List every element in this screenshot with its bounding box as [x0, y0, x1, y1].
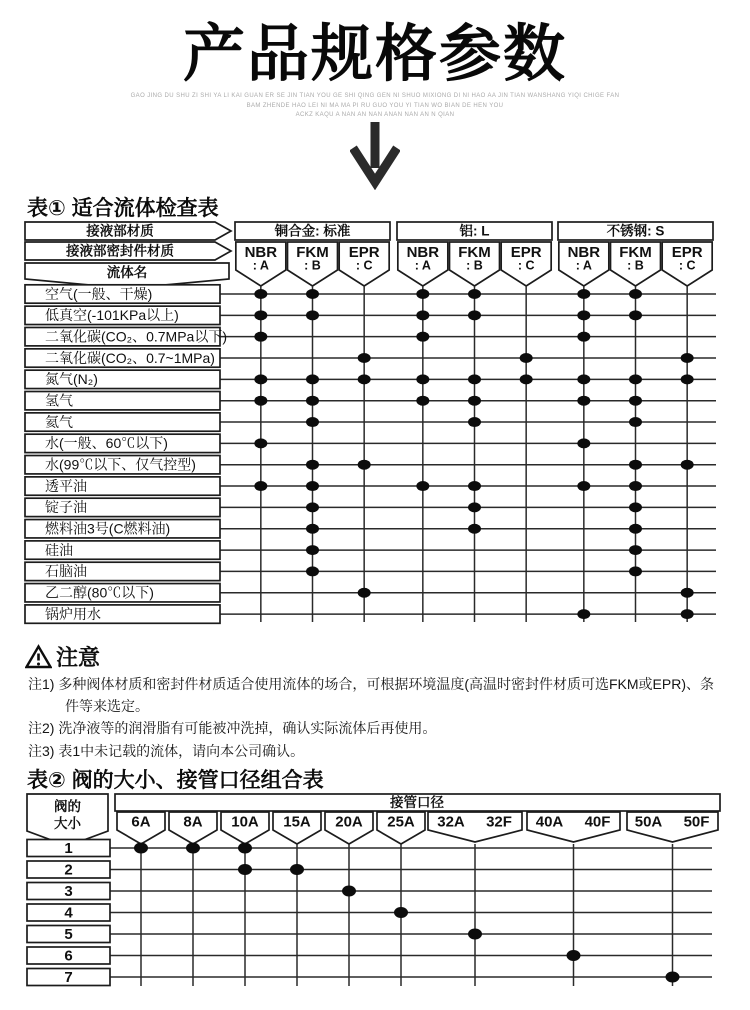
seal-name: FKM — [458, 244, 491, 261]
fluid-name: 硅油 — [45, 541, 73, 558]
valve-size-label: 4 — [64, 904, 73, 922]
fluid-name: 水(99℃以下、仅气控型) — [45, 456, 196, 473]
suitability-dot — [254, 289, 267, 299]
suitability-dot — [629, 310, 642, 320]
suitability-dot — [629, 524, 642, 534]
seal-name: NBR — [406, 244, 440, 261]
suitability-dot — [681, 374, 694, 384]
combination-dot — [468, 929, 482, 940]
suitability-dot — [254, 332, 267, 342]
port-column-label: 50A — [634, 813, 663, 831]
table1-title: 表① 适合流体检查表 — [27, 197, 219, 220]
suitability-dot — [358, 353, 371, 363]
suitability-dot — [306, 289, 319, 299]
suitability-dot — [306, 310, 319, 320]
fluid-name: 乙二醇(80℃以下) — [45, 584, 154, 601]
combination-dot — [567, 950, 581, 961]
suitability-dot — [629, 566, 642, 576]
suitability-dot — [681, 588, 694, 598]
subtext-block — [0, 92, 750, 121]
header-label-fluid-name: 流体名 — [106, 265, 148, 280]
seal-name: NBR — [244, 244, 278, 261]
port-column-label: 25A — [387, 813, 415, 831]
note-3: 注3) 表1中未记载的流体，请向本公司确认。 — [28, 742, 305, 759]
port-column-label: 20A — [335, 813, 363, 831]
suitability-dot — [577, 609, 590, 619]
fluid-name: 石脑油 — [45, 563, 87, 580]
combination-dot — [290, 864, 304, 875]
combination-dot — [134, 843, 148, 854]
subtext-line: BAM ZHENDE HAO LEI NI MA MA PI RU GUO YOU YI TIAN WO BIAN DE HEN YOU — [246, 102, 504, 109]
fluid-name: 空气(一般、干燥) — [45, 285, 153, 302]
combination-dot — [238, 843, 252, 854]
suitability-dot — [629, 417, 642, 427]
seal-code: : A — [252, 258, 269, 273]
suitability-dot — [416, 310, 429, 320]
port-column-label: 32F — [486, 813, 512, 831]
seal-name: NBR — [567, 244, 601, 261]
port-column-label: 50F — [683, 813, 710, 831]
material-group-label: 铝: L — [459, 223, 490, 239]
port-column-label: 40A — [535, 813, 564, 831]
port-column-label: 40F — [584, 813, 611, 831]
suitability-dot — [629, 545, 642, 555]
suitability-dot — [520, 353, 533, 363]
size-port-table — [0, 788, 750, 1006]
combination-dot — [666, 972, 680, 983]
suitability-dot — [468, 481, 481, 491]
suitability-dot — [468, 502, 481, 512]
suitability-dot — [306, 545, 319, 555]
suitability-dot — [520, 374, 533, 384]
suitability-dot — [306, 417, 319, 427]
fluid-name: 锅炉用水 — [45, 605, 101, 622]
seal-code: : B — [466, 258, 483, 273]
seal-name: FKM — [619, 244, 652, 261]
suitability-dot — [629, 460, 642, 470]
fluid-name: 二氧化碳(CO₂、0.7~1MPa) — [45, 349, 215, 366]
suitability-dot — [306, 460, 319, 470]
combination-dot — [394, 907, 408, 918]
valve-size-label: 1 — [64, 840, 73, 857]
suitability-dot — [416, 289, 429, 299]
seal-code: : C — [355, 258, 373, 273]
suitability-dot — [416, 481, 429, 491]
suitability-dot — [629, 396, 642, 406]
seal-code: : B — [627, 258, 644, 273]
valve-size-label: 7 — [64, 969, 73, 986]
suitability-dot — [306, 566, 319, 576]
suitability-dot — [358, 374, 371, 384]
suitability-dot — [468, 374, 481, 384]
suitability-dot — [306, 396, 319, 406]
subtext-line: ACKZ KAQU A NAN AN NAN ANAN NAN AN N QIAN — [295, 112, 455, 118]
combination-dot — [186, 843, 200, 854]
suitability-dot — [416, 396, 429, 406]
fluid-name: 锭子油 — [45, 499, 87, 516]
fluid-name: 低真空(-101KPa以上) — [45, 307, 179, 324]
seal-code: : A — [575, 258, 592, 273]
valve-size-label: 6 — [64, 947, 73, 965]
warning-triangle-icon — [25, 644, 52, 670]
caution-heading-text: 注意 — [56, 645, 101, 670]
port-column-label: 6A — [131, 813, 151, 831]
suitability-dot — [468, 417, 481, 427]
seal-code: : A — [414, 258, 431, 273]
suitability-dot — [306, 374, 319, 384]
port-column-label: 15A — [283, 813, 311, 831]
fluid-name: 透平油 — [45, 477, 87, 494]
suitability-dot — [254, 481, 267, 491]
suitability-dot — [306, 524, 319, 534]
suitability-dot — [681, 460, 694, 470]
suitability-dot — [358, 588, 371, 598]
suitability-dot — [629, 374, 642, 384]
seal-name: EPR — [348, 244, 380, 261]
suitability-dot — [358, 460, 371, 470]
caution-heading — [25, 641, 100, 672]
suitability-dot — [577, 481, 590, 491]
valve-size-label: 2 — [64, 861, 73, 879]
material-group-label: 铜合金: 标准 — [274, 223, 351, 239]
page-title: 产品规格参数 — [182, 20, 567, 89]
combination-dot — [342, 886, 356, 897]
suitability-dot — [254, 374, 267, 384]
fluid-name: 燃料油3号(C燃料油) — [45, 520, 171, 537]
suitability-dot — [468, 289, 481, 299]
caution-notes — [28, 674, 722, 763]
suitability-dot — [681, 353, 694, 363]
port-column-label: 8A — [183, 813, 203, 831]
port-column-label: 10A — [231, 813, 259, 831]
suitability-dot — [577, 289, 590, 299]
seal-code: : C — [678, 258, 696, 273]
top-header-label: 接管口径 — [390, 795, 444, 810]
corner-header-line2: 大小 — [54, 816, 81, 831]
valve-size-label: 5 — [64, 926, 73, 943]
note-2: 注2) 洗净液等的润滑脂有可能被冲洗掉，确认实际流体后再使用。 — [28, 720, 437, 736]
suitability-dot — [416, 332, 429, 342]
suitability-dot — [468, 396, 481, 406]
suitability-dot — [254, 438, 267, 448]
fluid-name: 氢气 — [45, 392, 73, 409]
seal-name: EPR — [671, 244, 703, 261]
fluid-check-table — [0, 218, 750, 632]
fluid-name: 氮气(N₂) — [45, 371, 98, 388]
corner-header-line1: 阀的 — [54, 799, 81, 814]
suitability-dot — [416, 374, 429, 384]
suitability-dot — [468, 310, 481, 320]
fluid-name: 氦气 — [45, 413, 73, 430]
suitability-dot — [254, 396, 267, 406]
seal-name: EPR — [510, 244, 542, 261]
suitability-dot — [577, 374, 590, 384]
fluid-name: 水(一般、60℃以下) — [45, 435, 168, 452]
fluid-name: 二氧化碳(CO₂、0.7MPa以下) — [45, 328, 228, 345]
down-arrow-icon — [350, 122, 400, 190]
suitability-dot — [306, 481, 319, 491]
suitability-dot — [577, 310, 590, 320]
seal-code: : C — [517, 258, 535, 273]
suitability-dot — [577, 396, 590, 406]
suitability-dot — [629, 481, 642, 491]
suitability-dot — [254, 310, 267, 320]
note-1: 注1) 多种阀体材质和密封件材质适合使用流体的场合，可根据环境温度(高温时密封件材质可选FKM或EPR)、条件等来选定。 — [28, 676, 714, 714]
suitability-dot — [629, 289, 642, 299]
suitability-dot — [629, 502, 642, 512]
suitability-dot — [306, 502, 319, 512]
seal-name: FKM — [296, 244, 329, 261]
port-column-label: 32A — [437, 813, 465, 831]
header-label-material: 接液部材质 — [86, 223, 154, 239]
valve-size-label: 3 — [64, 883, 73, 900]
material-group-label: 不锈钢: S — [606, 223, 665, 239]
subtext-line: GAO JING DU SHU ZI SHI YA LI KAI GUAN ER SE JIN TIAN YOU GE SHI QING GEN NI SHUO MIXIONG DI NI HAO AA JIN TIAN WANSHANG YIQI CHIGE FAN — [130, 93, 620, 99]
suitability-dot — [681, 609, 694, 619]
suitability-dot — [577, 438, 590, 448]
suitability-dot — [468, 524, 481, 534]
header-label-seal: 接液部密封件材质 — [66, 243, 174, 259]
suitability-dot — [577, 332, 590, 342]
seal-code: : B — [304, 258, 321, 273]
table2-title: 表② 阀的大小、接管口径组合表 — [27, 769, 324, 792]
combination-dot — [238, 864, 252, 875]
